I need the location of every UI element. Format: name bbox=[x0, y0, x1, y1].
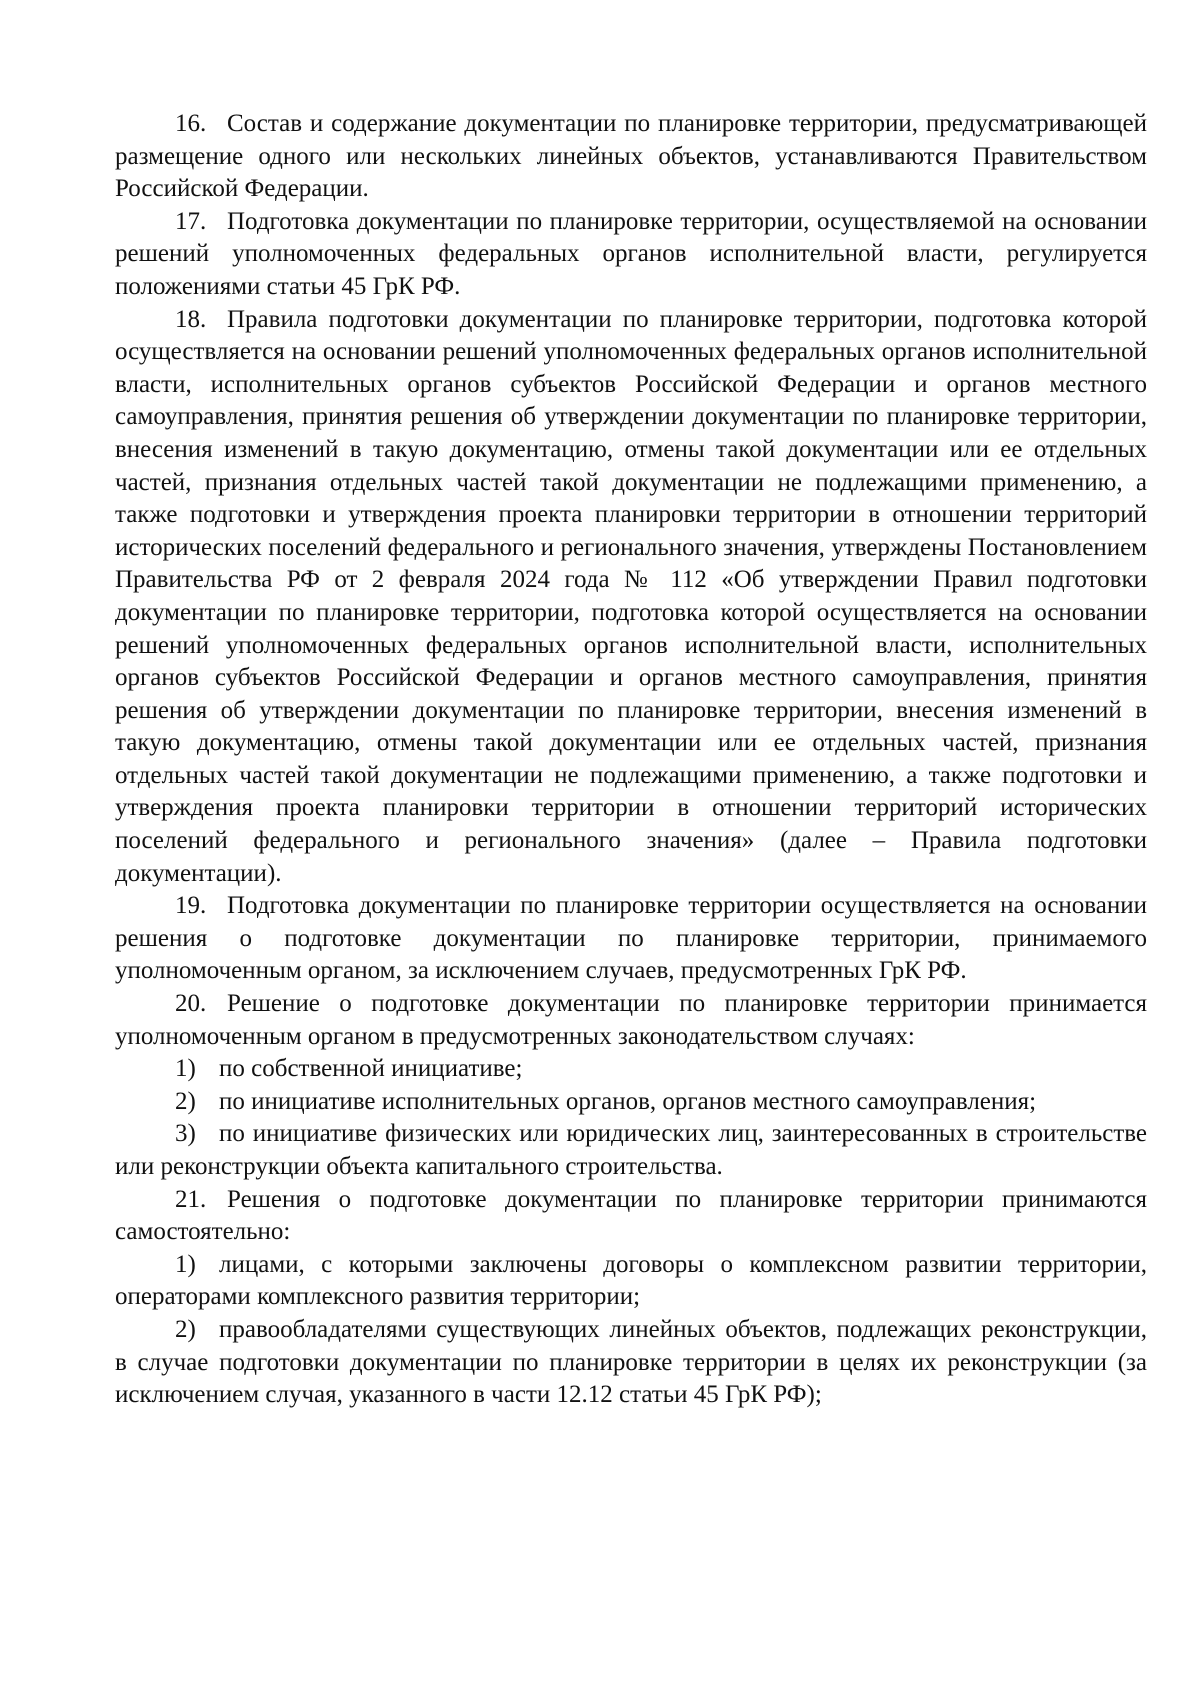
list-item-20-3 bbox=[115, 1118, 1147, 1183]
paragraph-text: Подготовка документации по планировке территории осуществляется на основании решения о подготовке документации по планировке территории, принимаемого уполномоченным органом, за исключением случаев, предусмотренных ГрК РФ. bbox=[115, 892, 1147, 985]
list-item-20-2 bbox=[115, 1086, 1147, 1119]
paragraph-text: Решения о подготовке документации по планировке территории принимаются самостоятельно: bbox=[115, 1185, 1147, 1246]
list-item-text: по собственной инициативе; bbox=[219, 1055, 523, 1083]
paragraph-19 bbox=[115, 890, 1147, 988]
paragraph-text: Правила подготовки документации по планировке территории, подготовка которой осуществляется на основании решений уполномоченных федеральных органов исполнительной власти, исполнительных органов субъектов Российской Федерации и органов местного самоуправления, принятия решения об утверждении документации по планировке территории, внесения изменений в такую документацию, отмены такой документации или ее отдельных частей, признания отдельных частей такой документации не подлежащими применению, а также подготовки и утверждения проекта планировки территории в отношении территорий исторических поселений федерального и регионального значения, утверждены Постановлением Правительства РФ от 2 февраля 2024 года № 112 «Об утверждении Правил подготовки документации по планировке территории, подготовка которой осуществляется на основании решений уполномоченных федеральных органов исполнительной власти, исполнительных органов субъектов Российской Федерации и органов местного самоуправления, принятия решения об утверждении документации по планировке территории, внесения изменений в такую документацию, отмены такой документации или ее отдельных частей, признания отдельных частей такой документации не подлежащими применению, а также подготовки и утверждения проекта планировки территории в отношении территорий исторических поселений федерального и регионального значения» (далее – Правила подготовки документации). bbox=[115, 305, 1147, 887]
list-item-number: 2) bbox=[175, 1087, 196, 1115]
paragraph-text: Решение о подготовке документации по планировке территории принимается уполномоченным органом в предусмотренных законодательством случаях: bbox=[115, 990, 1147, 1050]
list-item-text: по инициативе физических или юридических лиц, заинтересованных в строительстве или реконструкции объекта капитального строительства. bbox=[115, 1120, 1147, 1180]
list-item-text: по инициативе исполнительных органов, органов местного самоуправления; bbox=[219, 1087, 1037, 1115]
document-page bbox=[115, 108, 1147, 1412]
list-item-text: правообладателями существующих линейных объектов, подлежащих реконструкции, в случае подготовки документации по планировке территории в целях их реконструкции (за исключением случая, указанного в части 12.12 статьи 45 ГрК РФ); bbox=[115, 1315, 1147, 1409]
list-item-number: 3) bbox=[175, 1120, 196, 1148]
paragraph-20 bbox=[115, 988, 1147, 1053]
paragraph-number: 19. bbox=[175, 892, 207, 920]
paragraph-number: 18. bbox=[175, 305, 207, 333]
paragraph-text: Состав и содержание документации по планировке территории, предусматривающей размещение одного или нескольких линейных объектов, устанавливаются Правительством Российской Федерации. bbox=[115, 110, 1147, 203]
list-item-number: 2) bbox=[175, 1315, 196, 1343]
paragraph-text: Подготовка документации по планировке территории, осуществляемой на основании решений уполномоченных федеральных органов исполнительной власти, регулируется положениями статьи 45 ГрК РФ. bbox=[115, 207, 1147, 300]
paragraph-17 bbox=[115, 206, 1147, 304]
paragraph-18 bbox=[115, 304, 1147, 891]
paragraph-number: 21. bbox=[175, 1185, 207, 1213]
paragraph-number: 20. bbox=[175, 990, 207, 1018]
paragraph-number: 16. bbox=[175, 110, 207, 137]
paragraph-number: 17. bbox=[175, 207, 207, 235]
paragraph-16 bbox=[115, 108, 1147, 206]
list-item-number: 1) bbox=[175, 1250, 196, 1278]
list-item-21-1 bbox=[115, 1249, 1147, 1314]
list-item-number: 1) bbox=[175, 1055, 196, 1083]
list-item-20-1 bbox=[115, 1053, 1147, 1086]
paragraph-21 bbox=[115, 1184, 1147, 1249]
list-item-21-2 bbox=[115, 1314, 1147, 1412]
list-item-text: лицами, с которыми заключены договоры о комплексном развитии территории, операторами комплексного развития территории; bbox=[115, 1250, 1147, 1311]
